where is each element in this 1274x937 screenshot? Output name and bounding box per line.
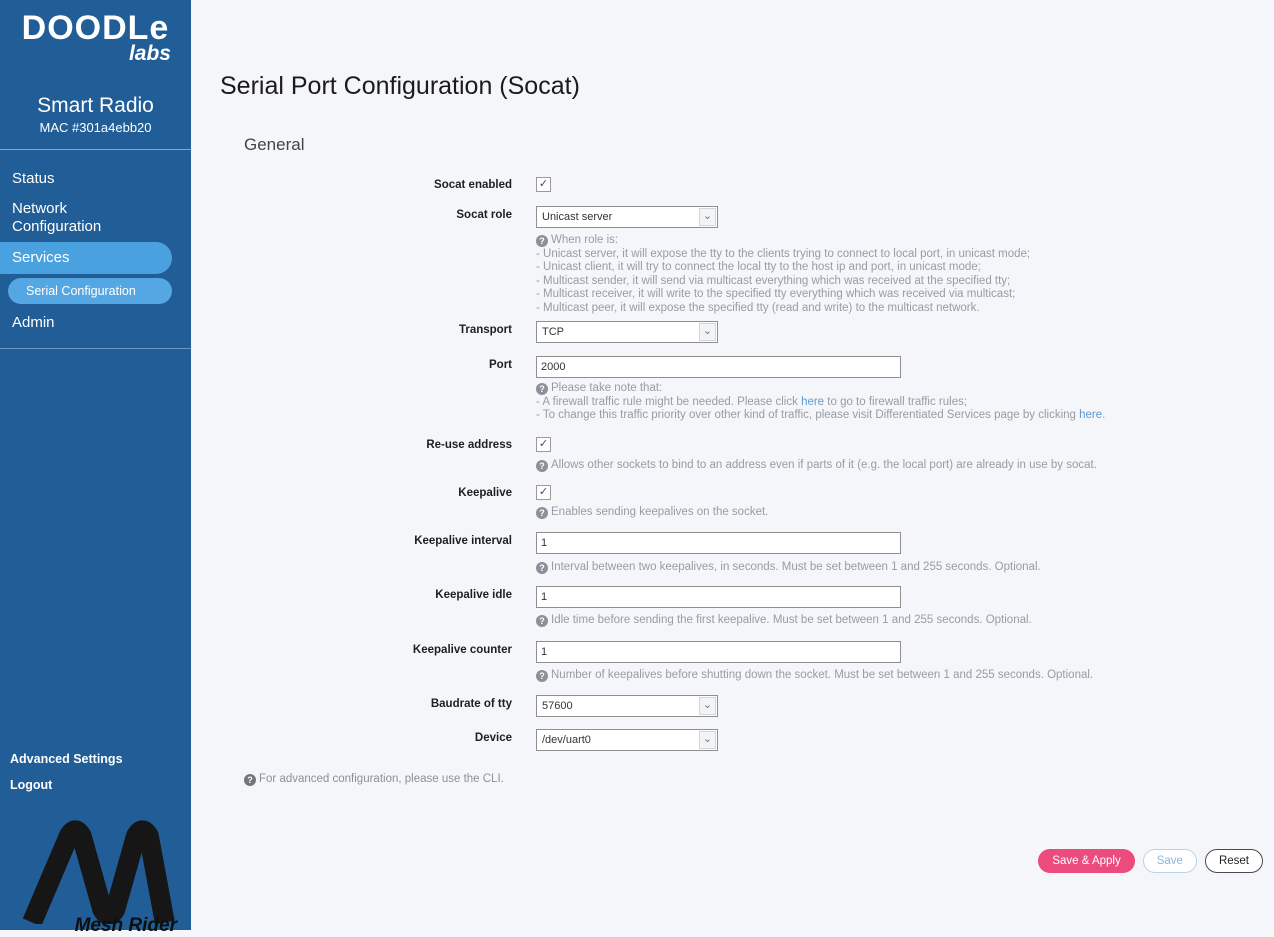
help-text: Number of keepalives before shutting down the socket. Must be set between 1 and 255 seconds. Optional. [551, 668, 1094, 681]
keepalive-help [536, 506, 1274, 520]
sidebar-item-label: Serial Configuration [26, 284, 136, 298]
sidebar-item-status[interactable] [0, 164, 150, 194]
cli-note-text: For advanced configuration, please use the CLI. [259, 773, 504, 785]
differentiated-services-link[interactable]: here [1079, 409, 1103, 421]
save-button[interactable]: Save [1143, 849, 1197, 873]
help-icon: ? [536, 507, 548, 519]
baudrate-label: Baudrate of tty [430, 698, 512, 710]
socat-role-selected-value: Unicast server [542, 211, 613, 223]
chevron-down-icon: ⌄ [699, 208, 716, 226]
keepalive-interval-input[interactable] [536, 532, 901, 554]
help-icon: ? [536, 460, 548, 472]
device-selected-value: /dev/uart0 [542, 734, 591, 746]
socat-role-help [536, 234, 1274, 315]
chevron-down-icon: ⌄ [699, 323, 716, 341]
mesh-rider-m-icon [12, 820, 180, 924]
help-text: - Unicast server, it will expose the tty to the clients trying to connect to local port, in unicast mode; [536, 247, 1031, 260]
sidebar-item-label: Network Configuration [12, 200, 102, 235]
sidebar-divider [0, 348, 191, 349]
keepalive-interval-help [536, 561, 1274, 575]
help-icon: ? [536, 615, 548, 627]
help-icon: ? [536, 670, 548, 682]
advanced-settings-link[interactable]: Advanced Settings [10, 752, 123, 766]
sidebar-item-label: Status [12, 170, 55, 187]
save-apply-button[interactable]: Save & Apply [1038, 849, 1134, 873]
keepalive-idle-help [536, 614, 1274, 628]
sidebar-item-serial-configuration[interactable] [8, 278, 172, 304]
check-icon: ✓ [538, 178, 549, 190]
socat-form [191, 176, 1274, 751]
help-text: - Multicast peer, it will expose the specified tty (read and write) to the multicast network. [536, 301, 980, 314]
socat-enabled-label: Socat enabled [434, 179, 512, 191]
sidebar-nav [0, 164, 191, 349]
keepalive-counter-row [191, 641, 1274, 663]
product-mac: MAC #301a4ebb20 [39, 120, 152, 135]
help-text: - Unicast client, it will try to connect the local tty to the host ip and port, in unicast mode; [536, 261, 981, 273]
chevron-down-icon: ⌄ [699, 697, 716, 715]
sidebar-item-services[interactable] [0, 242, 172, 274]
help-text: Idle time before sending the first keepalive. Must be set between 1 and 255 seconds. Optional. [551, 614, 1032, 626]
reuse-address-help [536, 459, 1274, 473]
help-icon: ? [536, 235, 548, 247]
help-text: to go to firewall traffic rules; [824, 395, 968, 408]
device-row [191, 729, 1274, 751]
sidebar-item-admin[interactable] [0, 308, 150, 338]
port-row [191, 356, 1274, 378]
device-label: Device [474, 732, 512, 744]
help-text: When role is: [551, 234, 619, 246]
socat-role-label: Socat role [456, 209, 512, 221]
help-text: - A firewall traffic rule might be needed. Please click [536, 395, 802, 408]
brand-sub-wordmark: labs [128, 42, 171, 65]
sidebar-item-network-configuration[interactable] [0, 194, 130, 242]
help-text: Please take note that: [551, 382, 663, 394]
keepalive-idle-label: Keepalive idle [435, 589, 512, 601]
chevron-down-icon: ⌄ [699, 731, 716, 749]
socat-enabled-checkbox[interactable] [536, 177, 551, 192]
baudrate-select[interactable] [536, 695, 718, 717]
transport-selected-value: TCP [542, 326, 564, 338]
mesh-rider-logo [8, 820, 183, 937]
reuse-address-label: Re-use address [426, 438, 512, 451]
check-icon: ✓ [538, 437, 549, 450]
transport-row [191, 321, 1274, 343]
help-text: - To change this traffic priority over other kind of traffic, please visit Differentiated Services page by clicking [536, 409, 1080, 421]
keepalive-idle-input[interactable] [536, 586, 901, 608]
help-text: Enables sending keepalives on the socket. [551, 506, 769, 518]
help-text: Allows other sockets to bind to an address even if parts of it (e.g. the local port) are already in use by socat. [551, 458, 1097, 471]
sidebar-item-label: Admin [12, 314, 55, 331]
keepalive-row [191, 484, 1274, 500]
keepalive-counter-help [536, 669, 1274, 683]
port-label: Port [489, 359, 512, 371]
help-text: - Multicast receiver, it will write to the specified tty everything which was received via multicast; [536, 288, 1016, 300]
baudrate-row [191, 695, 1274, 717]
sidebar [0, 0, 191, 936]
check-icon: ✓ [538, 486, 549, 498]
action-button-bar [1038, 849, 1263, 873]
help-icon: ? [536, 383, 548, 395]
cli-note [244, 773, 504, 786]
product-block [0, 94, 191, 150]
help-icon: ? [244, 774, 256, 786]
sidebar-footer [10, 752, 123, 804]
help-text: Interval between two keepalives, in seconds. Must be set between 1 and 255 seconds. Optional. [551, 560, 1041, 573]
keepalive-counter-input[interactable] [536, 641, 901, 663]
socat-role-row [191, 206, 1274, 228]
doodle-labs-logo [0, 0, 191, 72]
help-text: - Multicast sender, it will send via multicast everything which was received at the specified tty; [536, 274, 1011, 287]
brand-wordmark: DOODLe [21, 9, 170, 47]
keepalive-interval-label: Keepalive interval [414, 534, 512, 547]
keepalive-counter-label: Keepalive counter [412, 643, 512, 656]
page-title: Serial Port Configuration (Socat) [220, 72, 580, 100]
device-select[interactable] [536, 729, 718, 751]
keepalive-interval-row [191, 532, 1274, 554]
help-icon: ? [536, 562, 548, 574]
reuse-address-row [191, 436, 1274, 452]
logout-link[interactable]: Logout [10, 778, 53, 792]
keepalive-idle-row [191, 586, 1274, 608]
firewall-rules-link[interactable]: here [801, 395, 825, 408]
mesh-rider-logo-text: Mesh Rider [74, 915, 177, 936]
port-input[interactable] [536, 356, 901, 378]
keepalive-label: Keepalive [458, 487, 512, 499]
help-text: . [1102, 409, 1106, 421]
sidebar-item-label: Services [12, 249, 70, 266]
baudrate-selected-value: 57600 [542, 700, 573, 712]
socat-role-select[interactable] [536, 206, 718, 228]
port-note [536, 382, 1274, 423]
socat-enabled-row [191, 176, 1274, 192]
reset-button[interactable]: Reset [1205, 849, 1263, 873]
transport-select[interactable] [536, 321, 718, 343]
product-name: Smart Radio [37, 94, 154, 117]
keepalive-checkbox[interactable] [536, 485, 551, 500]
main-content [191, 0, 1274, 930]
reuse-address-checkbox[interactable] [536, 437, 551, 452]
transport-label: Transport [458, 324, 512, 336]
section-general-title: General [244, 135, 305, 154]
